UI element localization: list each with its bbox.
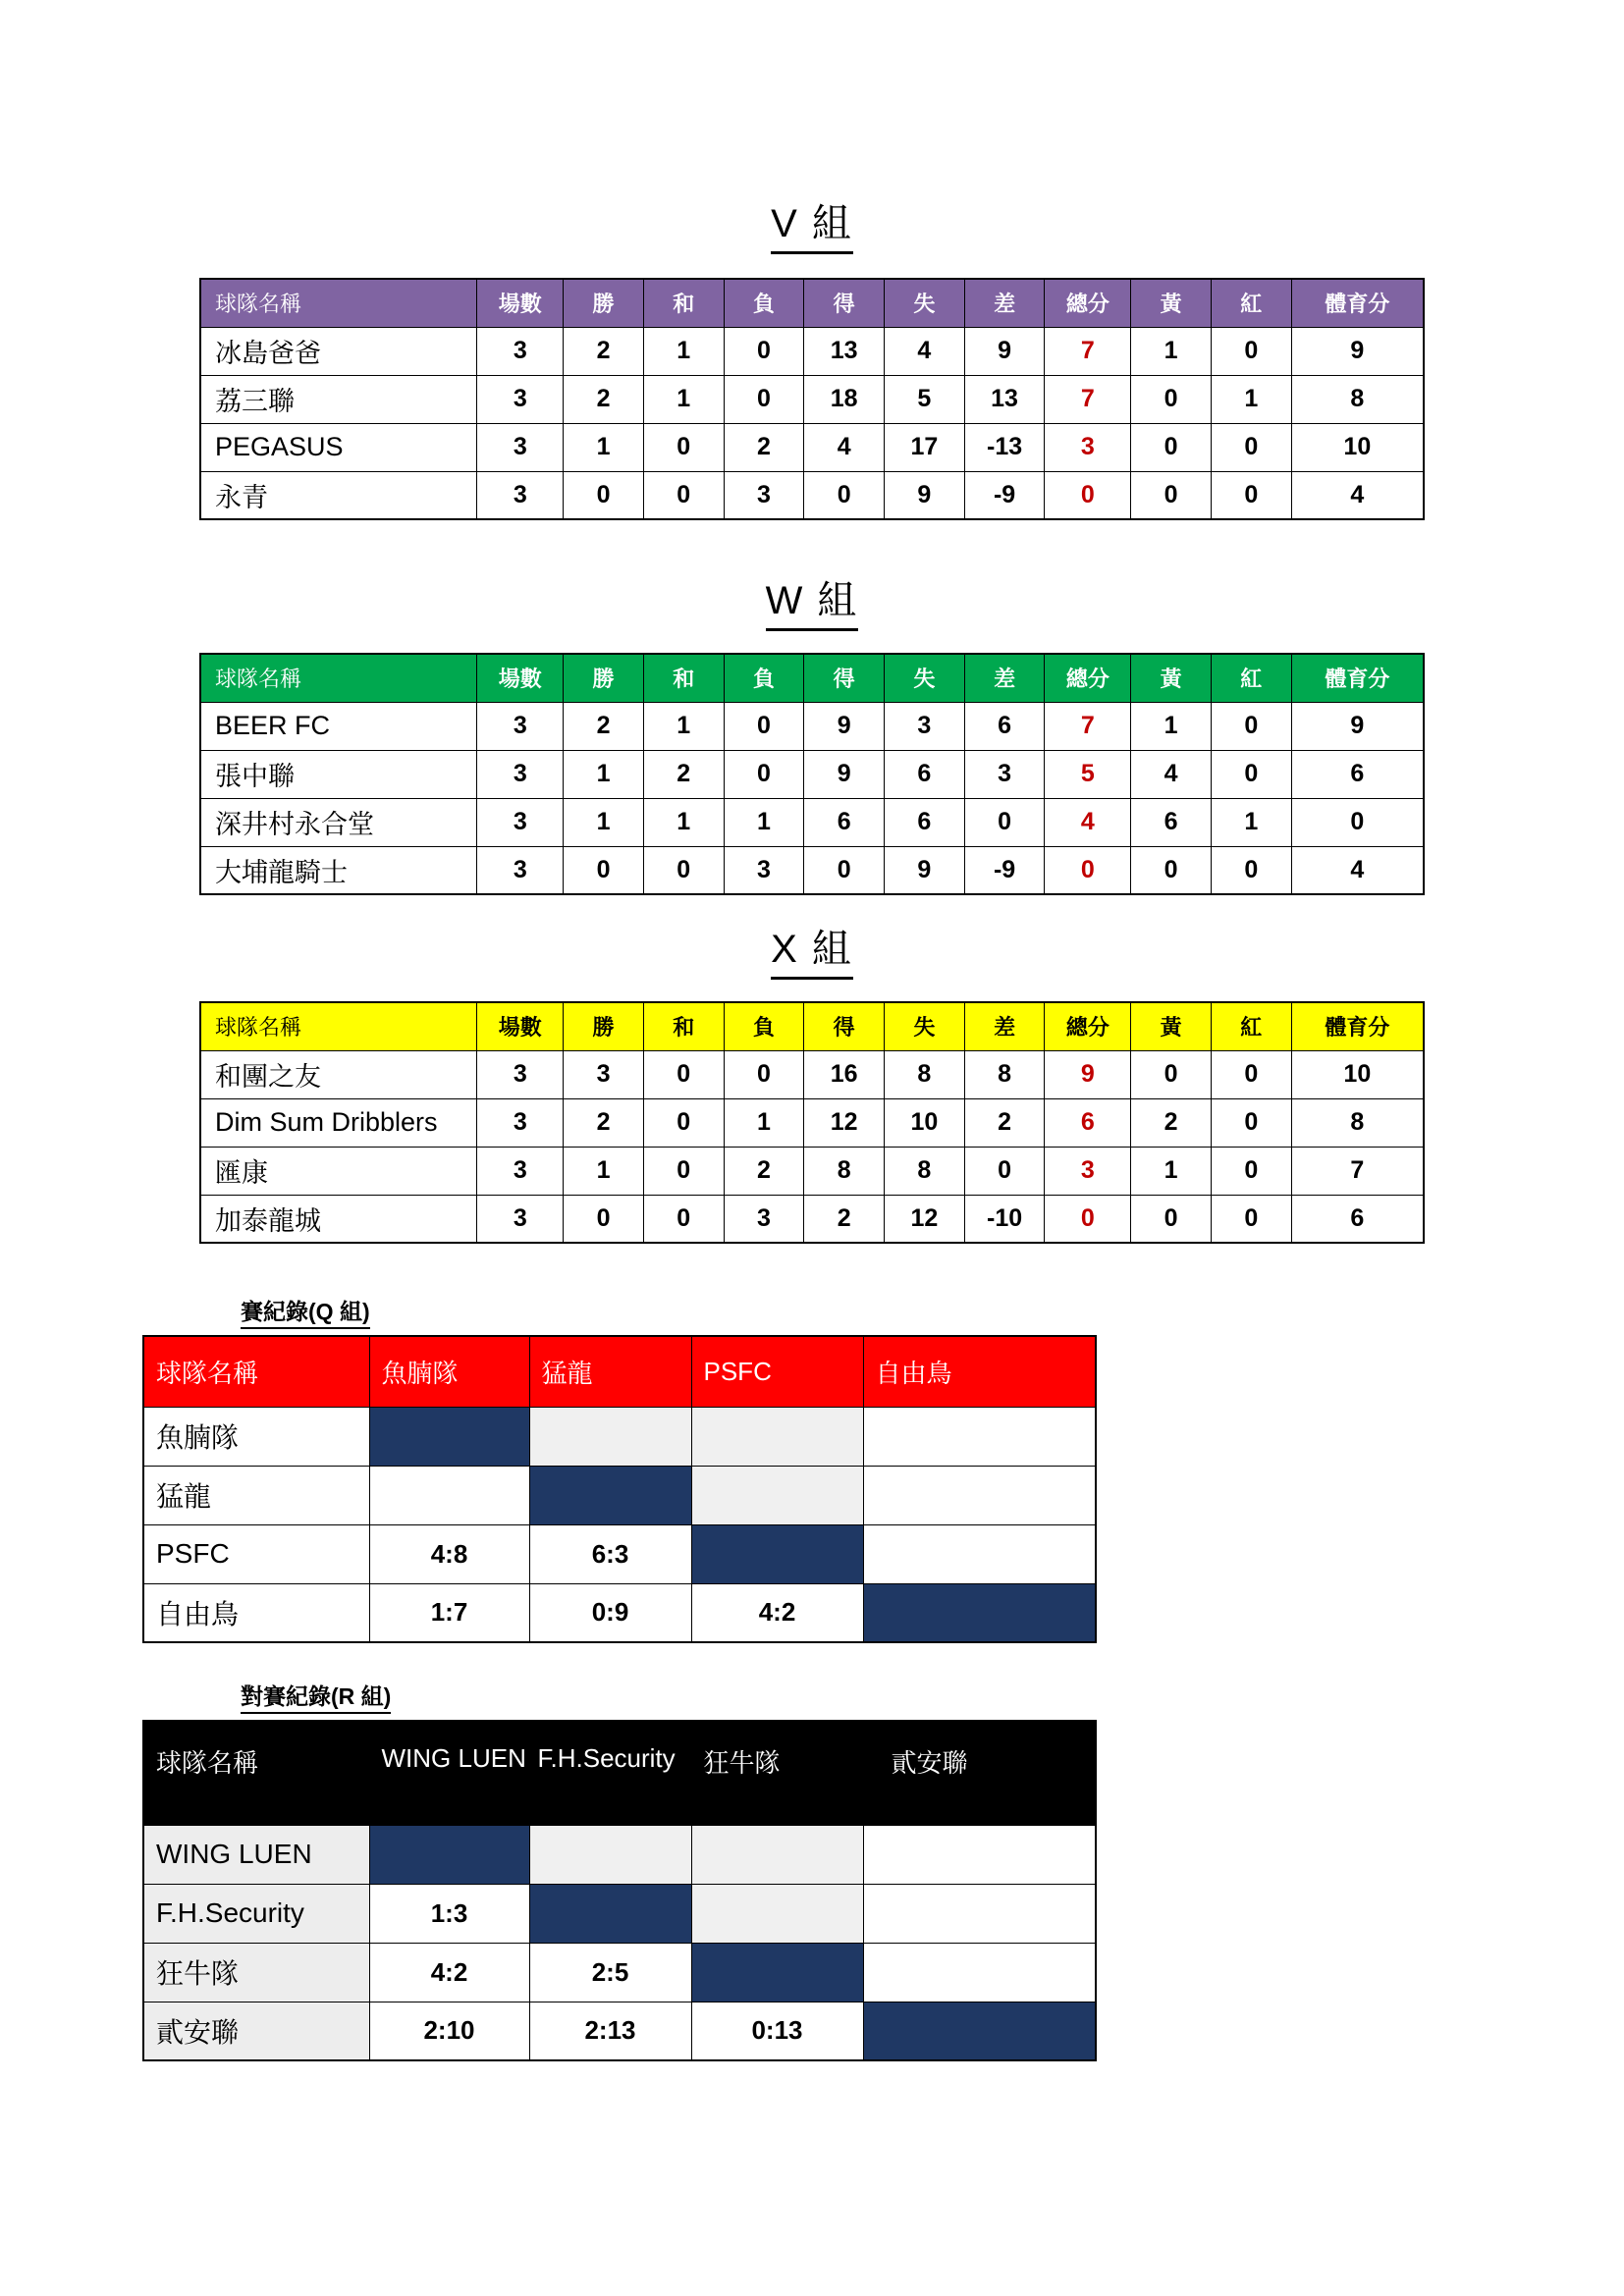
cell-goals-against: 6 <box>885 798 965 846</box>
cell-result: 2:13 <box>529 2002 691 2060</box>
cell-red: 0 <box>1211 702 1291 750</box>
cell-yellow: 1 <box>1131 702 1212 750</box>
cross-title-r <box>142 1679 1105 1714</box>
group-section-x <box>0 918 1624 980</box>
cell-points: 0 <box>1045 471 1131 519</box>
cell-draw: 1 <box>643 702 724 750</box>
cell-loss: 3 <box>724 1195 804 1243</box>
col-opponent-3: 狂牛隊 <box>691 1721 863 1825</box>
cell-played: 3 <box>477 423 564 471</box>
cross-section-q <box>142 1294 1105 1643</box>
cell-loss: 0 <box>724 702 804 750</box>
table-header-row <box>200 1002 1424 1050</box>
cell-team-name: 匯康 <box>200 1147 477 1195</box>
cross-q-body <box>143 1407 1096 1642</box>
col-team-name: 球隊名稱 <box>200 1002 477 1050</box>
col-loss: 負 <box>724 1002 804 1050</box>
standings-x-body <box>200 1050 1424 1243</box>
col-fairplay: 體育分 <box>1291 1002 1424 1050</box>
cell-fairplay: 10 <box>1291 1050 1424 1098</box>
cell-team-name: PSFC <box>143 1524 369 1583</box>
cell-fairplay: 6 <box>1291 1195 1424 1243</box>
cell-red: 0 <box>1211 1050 1291 1098</box>
cell-team-name: PEGASUS <box>200 423 477 471</box>
cell-win: 0 <box>564 846 644 894</box>
cell-goal-diff: -9 <box>964 846 1045 894</box>
cell-draw: 0 <box>643 471 724 519</box>
cell-points: 7 <box>1045 702 1131 750</box>
cell-loss: 0 <box>724 375 804 423</box>
cell-red: 0 <box>1211 327 1291 375</box>
cell-team-name: 猛龍 <box>143 1466 369 1524</box>
col-opponent-2: 猛龍 <box>529 1336 691 1407</box>
cell-draw: 0 <box>643 1195 724 1243</box>
col-team-name: 球隊名稱 <box>200 279 477 327</box>
cell-result: 4:2 <box>369 1943 529 2002</box>
cell-result: 0:13 <box>691 2002 863 2060</box>
cell-win: 2 <box>564 327 644 375</box>
cell-result <box>691 1466 863 1524</box>
cell-result: 2:10 <box>369 2002 529 2060</box>
group-section-w <box>0 569 1624 631</box>
table-row <box>143 1825 1096 1884</box>
col-win: 勝 <box>564 654 644 702</box>
cell-goal-diff: 3 <box>964 750 1045 798</box>
table-row <box>143 1466 1096 1524</box>
cell-played: 3 <box>477 750 564 798</box>
cell-played: 3 <box>477 798 564 846</box>
cell-result <box>863 1825 1096 1884</box>
cell-team-name: 深井村永合堂 <box>200 798 477 846</box>
cell-team-name: Dim Sum Dribblers <box>200 1098 477 1147</box>
cell-fairplay: 10 <box>1291 423 1424 471</box>
cell-loss: 0 <box>724 327 804 375</box>
col-yellow: 黃 <box>1131 654 1212 702</box>
cell-win: 0 <box>564 471 644 519</box>
cell-team-name: 狂牛隊 <box>143 1943 369 2002</box>
cell-result <box>863 1524 1096 1583</box>
cell-goal-diff: -9 <box>964 471 1045 519</box>
standings-table-v-wrap <box>0 278 1624 520</box>
col-points: 總分 <box>1045 1002 1131 1050</box>
table-row <box>200 423 1424 471</box>
standings-table-x <box>199 1001 1425 1244</box>
cell-result <box>369 1407 529 1466</box>
standings-table-x-wrap <box>0 1001 1624 1244</box>
col-loss: 負 <box>724 654 804 702</box>
cell-played: 3 <box>477 1195 564 1243</box>
cell-points: 9 <box>1045 1050 1131 1098</box>
table-row <box>200 471 1424 519</box>
table-row <box>200 1195 1424 1243</box>
cell-loss: 3 <box>724 471 804 519</box>
cell-fairplay: 8 <box>1291 1098 1424 1147</box>
cell-goal-diff: -13 <box>964 423 1045 471</box>
cell-goals-against: 5 <box>885 375 965 423</box>
col-draw: 和 <box>643 654 724 702</box>
cell-red: 1 <box>1211 798 1291 846</box>
standings-table-w-wrap <box>0 653 1624 895</box>
cell-goal-diff: 0 <box>964 798 1045 846</box>
col-goals-against: 失 <box>885 654 965 702</box>
col-goal-diff: 差 <box>964 1002 1045 1050</box>
table-row <box>143 2002 1096 2060</box>
cell-win: 1 <box>564 423 644 471</box>
col-played: 場數 <box>477 279 564 327</box>
table-row <box>143 1943 1096 2002</box>
table-row <box>200 1147 1424 1195</box>
cell-yellow: 6 <box>1131 798 1212 846</box>
cell-red: 0 <box>1211 1147 1291 1195</box>
cell-goals-for: 0 <box>804 471 885 519</box>
cell-goals-against: 8 <box>885 1147 965 1195</box>
cell-result: 6:3 <box>529 1524 691 1583</box>
col-draw: 和 <box>643 279 724 327</box>
group-title-w-text: W 組 <box>766 569 859 631</box>
cell-red: 0 <box>1211 846 1291 894</box>
cell-goals-for: 8 <box>804 1147 885 1195</box>
table-row <box>200 750 1424 798</box>
cross-r-head <box>143 1721 1096 1825</box>
cell-draw: 0 <box>643 423 724 471</box>
cell-goal-diff: 6 <box>964 702 1045 750</box>
cell-team-name: 荔三聯 <box>200 375 477 423</box>
cell-red: 1 <box>1211 375 1291 423</box>
col-played: 場數 <box>477 654 564 702</box>
cross-table-r <box>142 1720 1097 2061</box>
table-header-row <box>143 1336 1096 1407</box>
cell-points: 3 <box>1045 423 1131 471</box>
cell-team-name: 加泰龍城 <box>200 1195 477 1243</box>
cell-draw: 0 <box>643 846 724 894</box>
cell-yellow: 2 <box>1131 1098 1212 1147</box>
cell-goals-against: 12 <box>885 1195 965 1243</box>
table-row <box>143 1583 1096 1642</box>
col-loss: 負 <box>724 279 804 327</box>
cell-result: 4:2 <box>691 1583 863 1642</box>
cross-title-q-text: 賽紀錄(Q 組) <box>241 1294 370 1329</box>
cell-result <box>529 1466 691 1524</box>
cell-goals-against: 9 <box>885 846 965 894</box>
col-team-name: 球隊名稱 <box>200 654 477 702</box>
cell-result <box>863 1407 1096 1466</box>
cell-loss: 1 <box>724 1098 804 1147</box>
cell-played: 3 <box>477 1098 564 1147</box>
cell-goals-for: 0 <box>804 846 885 894</box>
table-row <box>200 846 1424 894</box>
cell-result <box>369 1466 529 1524</box>
cell-goals-against: 8 <box>885 1050 965 1098</box>
col-yellow: 黃 <box>1131 279 1212 327</box>
cell-yellow: 0 <box>1131 423 1212 471</box>
table-row <box>200 1050 1424 1098</box>
col-goals-against: 失 <box>885 1002 965 1050</box>
cell-red: 0 <box>1211 471 1291 519</box>
cell-played: 3 <box>477 471 564 519</box>
cell-result <box>691 1825 863 1884</box>
col-goals-for: 得 <box>804 654 885 702</box>
cell-fairplay: 9 <box>1291 702 1424 750</box>
cell-result: 2:5 <box>529 1943 691 2002</box>
cell-draw: 1 <box>643 798 724 846</box>
cell-win: 1 <box>564 798 644 846</box>
group-section-v <box>0 192 1624 254</box>
cell-goals-against: 3 <box>885 702 965 750</box>
cell-team-name: 永青 <box>200 471 477 519</box>
table-row <box>143 1407 1096 1466</box>
cell-result <box>691 1884 863 1943</box>
table-row <box>143 1524 1096 1583</box>
cell-team-name: BEER FC <box>200 702 477 750</box>
col-opponent-1: 魚腩隊 <box>369 1336 529 1407</box>
cell-red: 0 <box>1211 750 1291 798</box>
cell-played: 3 <box>477 327 564 375</box>
cell-goals-for: 9 <box>804 750 885 798</box>
cell-win: 2 <box>564 702 644 750</box>
cell-fairplay: 6 <box>1291 750 1424 798</box>
cell-goals-for: 6 <box>804 798 885 846</box>
table-header-row <box>143 1721 1096 1825</box>
group-title-x <box>0 918 1624 980</box>
cell-result <box>369 1825 529 1884</box>
cell-result <box>863 1884 1096 1943</box>
col-red: 紅 <box>1211 1002 1291 1050</box>
col-opponent-4: 貳安聯 <box>863 1721 1096 1825</box>
cell-played: 3 <box>477 375 564 423</box>
table-row <box>200 1098 1424 1147</box>
cell-goals-for: 13 <box>804 327 885 375</box>
cell-goal-diff: 0 <box>964 1147 1045 1195</box>
cell-draw: 0 <box>643 1050 724 1098</box>
cell-points: 0 <box>1045 1195 1131 1243</box>
table-row <box>200 702 1424 750</box>
cell-result <box>863 2002 1096 2060</box>
cell-team-name: 貳安聯 <box>143 2002 369 2060</box>
col-opponent-1: WING LUEN <box>369 1721 529 1825</box>
cell-result <box>529 1825 691 1884</box>
cell-points: 4 <box>1045 798 1131 846</box>
cell-result: 0:9 <box>529 1583 691 1642</box>
col-goal-diff: 差 <box>964 654 1045 702</box>
cell-goals-against: 17 <box>885 423 965 471</box>
cell-result: 4:8 <box>369 1524 529 1583</box>
cell-team-name: F.H.Security <box>143 1884 369 1943</box>
cell-loss: 0 <box>724 1050 804 1098</box>
standings-v-head <box>200 279 1424 327</box>
cell-fairplay: 7 <box>1291 1147 1424 1195</box>
cell-played: 3 <box>477 1147 564 1195</box>
standings-v-body <box>200 327 1424 519</box>
cell-win: 2 <box>564 375 644 423</box>
col-team-name: 球隊名稱 <box>143 1336 369 1407</box>
col-goals-for: 得 <box>804 279 885 327</box>
cell-goals-for: 16 <box>804 1050 885 1098</box>
cell-red: 0 <box>1211 423 1291 471</box>
cell-goals-for: 4 <box>804 423 885 471</box>
cell-loss: 3 <box>724 846 804 894</box>
standings-x-head <box>200 1002 1424 1050</box>
col-fairplay: 體育分 <box>1291 279 1424 327</box>
cross-r-body <box>143 1825 1096 2060</box>
cell-points: 7 <box>1045 327 1131 375</box>
col-goal-diff: 差 <box>964 279 1045 327</box>
cell-yellow: 4 <box>1131 750 1212 798</box>
cell-goals-against: 6 <box>885 750 965 798</box>
cell-fairplay: 4 <box>1291 846 1424 894</box>
cell-yellow: 1 <box>1131 327 1212 375</box>
cell-played: 3 <box>477 846 564 894</box>
cell-result <box>529 1884 691 1943</box>
cell-draw: 1 <box>643 375 724 423</box>
col-points: 總分 <box>1045 279 1131 327</box>
standings-table-w <box>199 653 1425 895</box>
cell-result <box>691 1407 863 1466</box>
col-yellow: 黃 <box>1131 1002 1212 1050</box>
cell-win: 2 <box>564 1098 644 1147</box>
cell-team-name: WING LUEN <box>143 1825 369 1884</box>
col-points: 總分 <box>1045 654 1131 702</box>
cell-goals-for: 9 <box>804 702 885 750</box>
standings-table-v <box>199 278 1425 520</box>
cell-result <box>691 1524 863 1583</box>
col-win: 勝 <box>564 279 644 327</box>
cell-played: 3 <box>477 702 564 750</box>
table-header-row <box>200 279 1424 327</box>
col-goals-against: 失 <box>885 279 965 327</box>
cell-goal-diff: -10 <box>964 1195 1045 1243</box>
cell-fairplay: 4 <box>1291 471 1424 519</box>
cell-yellow: 0 <box>1131 1050 1212 1098</box>
cell-yellow: 0 <box>1131 1195 1212 1243</box>
cell-goals-against: 10 <box>885 1098 965 1147</box>
standings-w-body <box>200 702 1424 894</box>
cross-section-r <box>142 1679 1105 2061</box>
table-row <box>143 1884 1096 1943</box>
col-opponent-2: F.H.Security <box>529 1721 691 1825</box>
cross-q-head <box>143 1336 1096 1407</box>
cell-loss: 2 <box>724 423 804 471</box>
cell-red: 0 <box>1211 1098 1291 1147</box>
cell-goal-diff: 13 <box>964 375 1045 423</box>
cell-played: 3 <box>477 1050 564 1098</box>
cell-points: 7 <box>1045 375 1131 423</box>
cell-fairplay: 0 <box>1291 798 1424 846</box>
cell-result <box>863 1943 1096 2002</box>
cell-goal-diff: 2 <box>964 1098 1045 1147</box>
cell-result: 1:3 <box>369 1884 529 1943</box>
cell-win: 1 <box>564 1147 644 1195</box>
cell-team-name: 張中聯 <box>200 750 477 798</box>
cell-win: 0 <box>564 1195 644 1243</box>
cell-goals-against: 9 <box>885 471 965 519</box>
cell-draw: 0 <box>643 1147 724 1195</box>
cell-loss: 1 <box>724 798 804 846</box>
cell-red: 0 <box>1211 1195 1291 1243</box>
cross-title-r-text: 對賽紀錄(R 組) <box>241 1679 391 1714</box>
cell-team-name: 自由鳥 <box>143 1583 369 1642</box>
cell-fairplay: 9 <box>1291 327 1424 375</box>
cell-result <box>863 1466 1096 1524</box>
cell-goal-diff: 9 <box>964 327 1045 375</box>
cell-points: 3 <box>1045 1147 1131 1195</box>
col-goals-for: 得 <box>804 1002 885 1050</box>
cell-goals-for: 2 <box>804 1195 885 1243</box>
cell-points: 0 <box>1045 846 1131 894</box>
table-row <box>200 327 1424 375</box>
cell-yellow: 0 <box>1131 471 1212 519</box>
group-title-v <box>0 192 1624 254</box>
cell-result: 1:7 <box>369 1583 529 1642</box>
cell-goal-diff: 8 <box>964 1050 1045 1098</box>
cell-result <box>529 1407 691 1466</box>
cell-win: 1 <box>564 750 644 798</box>
col-fairplay: 體育分 <box>1291 654 1424 702</box>
cell-yellow: 1 <box>1131 1147 1212 1195</box>
col-draw: 和 <box>643 1002 724 1050</box>
standings-w-head <box>200 654 1424 702</box>
cell-points: 6 <box>1045 1098 1131 1147</box>
cell-win: 3 <box>564 1050 644 1098</box>
cell-draw: 2 <box>643 750 724 798</box>
cell-draw: 0 <box>643 1098 724 1147</box>
cross-table-q <box>142 1335 1097 1643</box>
cell-result <box>691 1943 863 2002</box>
cell-yellow: 0 <box>1131 846 1212 894</box>
cell-goals-against: 4 <box>885 327 965 375</box>
cell-team-name: 和團之友 <box>200 1050 477 1098</box>
group-title-w <box>0 569 1624 631</box>
cell-goals-for: 12 <box>804 1098 885 1147</box>
cell-result <box>863 1583 1096 1642</box>
cell-goals-for: 18 <box>804 375 885 423</box>
col-opponent-4: 自由鳥 <box>863 1336 1096 1407</box>
col-team-name: 球隊名稱 <box>143 1721 369 1825</box>
cell-loss: 2 <box>724 1147 804 1195</box>
col-played: 場數 <box>477 1002 564 1050</box>
cell-team-name: 冰島爸爸 <box>200 327 477 375</box>
col-win: 勝 <box>564 1002 644 1050</box>
group-title-x-text: X 組 <box>771 918 853 980</box>
cell-points: 5 <box>1045 750 1131 798</box>
cell-team-name: 魚腩隊 <box>143 1407 369 1466</box>
cell-draw: 1 <box>643 327 724 375</box>
col-red: 紅 <box>1211 654 1291 702</box>
table-row <box>200 798 1424 846</box>
group-title-v-text: V 組 <box>771 192 853 254</box>
cell-loss: 0 <box>724 750 804 798</box>
cell-fairplay: 8 <box>1291 375 1424 423</box>
cell-yellow: 0 <box>1131 375 1212 423</box>
cross-title-q <box>142 1294 1105 1329</box>
table-header-row <box>200 654 1424 702</box>
col-red: 紅 <box>1211 279 1291 327</box>
cell-team-name: 大埔龍騎士 <box>200 846 477 894</box>
col-opponent-3: PSFC <box>691 1336 863 1407</box>
table-row <box>200 375 1424 423</box>
